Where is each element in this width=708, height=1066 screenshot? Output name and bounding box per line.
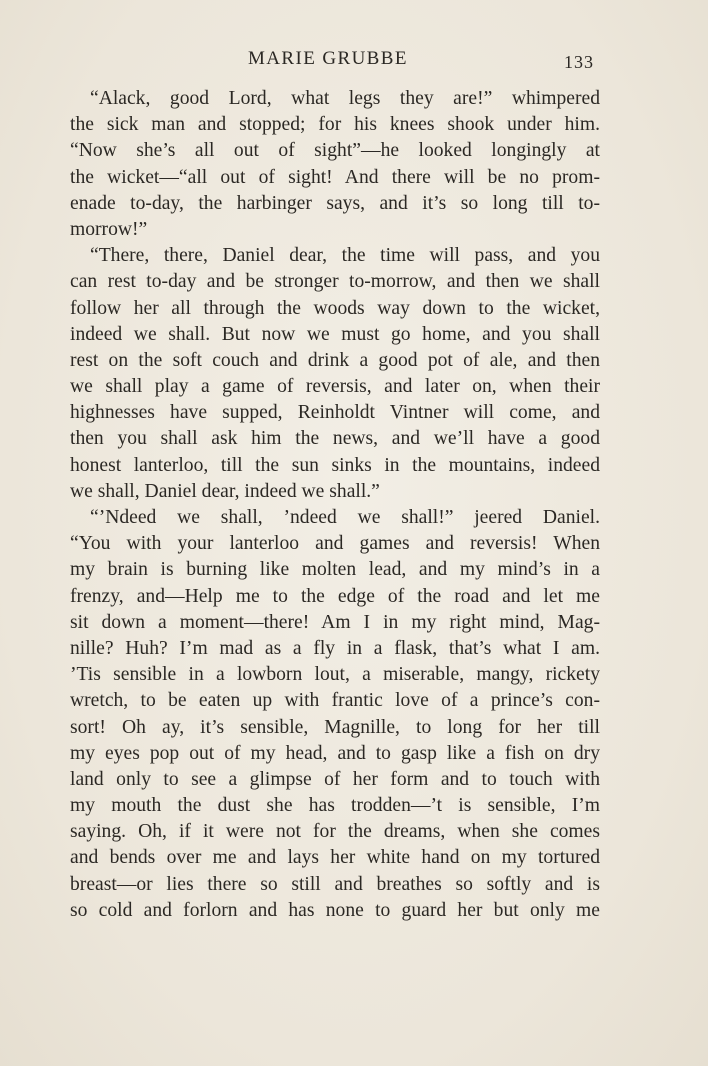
page-number: 133 <box>564 52 594 72</box>
text-line: “Now she’s all out of sight”—he looked longingly at <box>70 140 600 162</box>
text-line: sit down a moment—there! Am I in my right mind, Mag- <box>70 611 600 633</box>
text-line: highnesses have supped, Reinholdt Vintner will come, and <box>70 402 600 424</box>
text-line: “You with your lanterloo and games and reversis! When <box>70 533 600 555</box>
text-line: “Alack, good Lord, what legs they are!” whimpered <box>90 88 600 109</box>
text-line: honest lanterloo, till the sun sinks in the mountains, indeed <box>70 454 600 476</box>
text-line: then you shall ask him the news, and we’ll have a good <box>70 428 600 450</box>
text-line: we shall play a game of reversis, and later on, when their <box>70 376 600 398</box>
text-line: so cold and forlorn and has none to guard her but only me <box>70 899 600 921</box>
text-line: the wicket—“all out of sight! And there will be no prom- <box>70 166 600 188</box>
text-line: rest on the soft couch and drink a good pot of ale, and then <box>70 349 600 371</box>
text-line: frenzy, and—Help me to the edge of the road and let me <box>70 585 600 607</box>
running-header <box>0 48 708 74</box>
text-line: my eyes pop out of my head, and to gasp like a fish on dry <box>70 742 600 764</box>
text-line: saying. Oh, if it were not for the dreams, when she comes <box>70 821 600 843</box>
text-line: sort! Oh ay, it’s sensible, Magnille, to long for her till <box>70 716 600 738</box>
text-line: “There, there, Daniel dear, the time will pass, and you <box>90 245 600 267</box>
text-line: can rest to-day and be stronger to-morrow, and then we shall <box>70 271 600 293</box>
text-line: the sick man and stopped; for his knees shook under him. <box>70 114 600 136</box>
text-line: indeed we shall. But now we must go home, and you shall <box>70 323 600 345</box>
text-line: follow her all through the woods way down to the wicket, <box>70 297 600 319</box>
text-line: land only to see a glimpse of her form and to touch with <box>70 768 600 790</box>
text-line: wretch, to be eaten up with frantic love of a prince’s con- <box>70 690 600 712</box>
text-line: breast—or lies there so still and breathes so softly and is <box>70 873 600 895</box>
text-line: nille? Huh? I’m mad as a fly in a flask, that’s what I am. <box>70 637 600 659</box>
text-line: my mouth the dust she has trodden—’t is sensible, I’m <box>70 795 600 817</box>
text-line: enade to-day, the harbinger says, and it’s so long till to- <box>70 192 600 214</box>
text-line: ’Tis sensible in a lowborn lout, a miserable, mangy, rickety <box>70 664 600 686</box>
body-text <box>70 86 600 924</box>
text-line: and bends over me and lays her white hand on my tortured <box>70 847 600 869</box>
text-line: morrow!” <box>70 218 148 240</box>
text-line: “’Ndeed we shall, ’ndeed we shall!” jeered Daniel. <box>90 507 600 528</box>
text-line: we shall, Daniel dear, indeed we shall.” <box>70 480 380 502</box>
running-title: MARIE GRUBBE <box>248 48 408 69</box>
text-line: my brain is burning like molten lead, and my mind’s in a <box>70 559 600 581</box>
